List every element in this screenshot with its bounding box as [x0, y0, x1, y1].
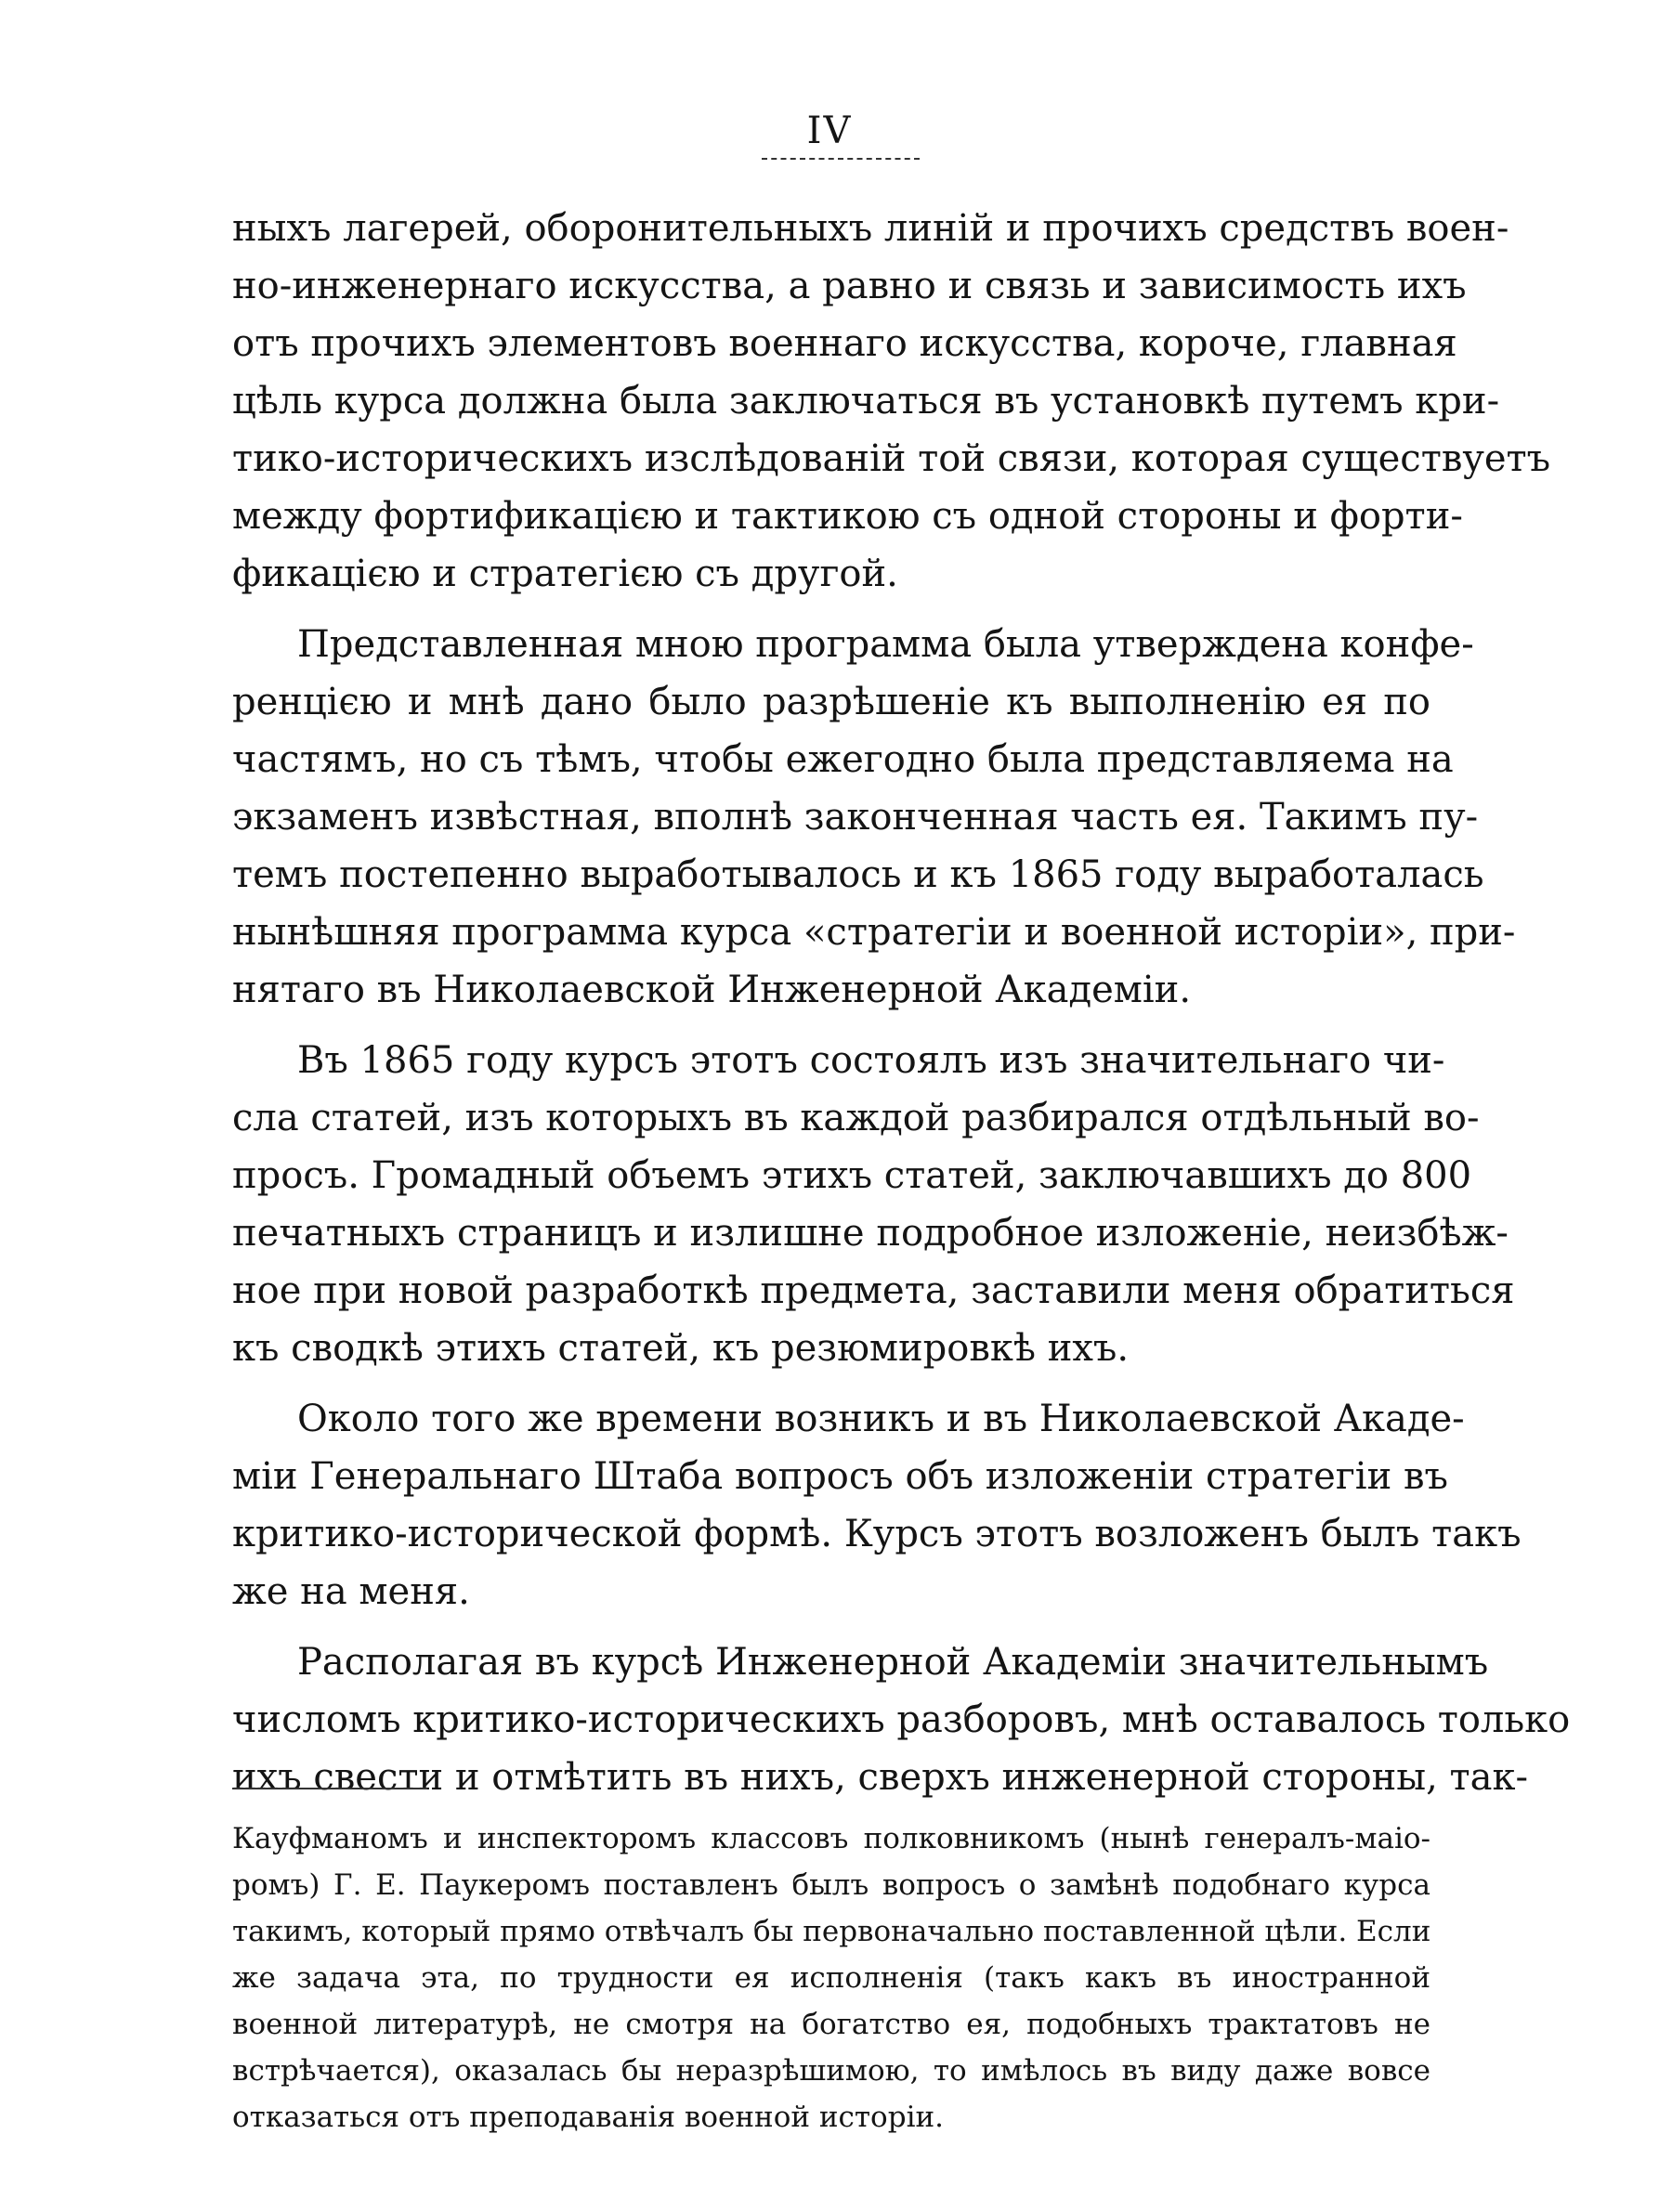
text-line: цѣль курса должна была заключаться въ установкѣ путемъ кри-	[232, 380, 1500, 423]
text-line: ренцією и мнѣ дано было разрѣшеніе къ выполненію ея по	[232, 681, 1430, 723]
text-line: міи Генеральнаго Штаба вопросъ объ изложеніи стратегіи въ	[232, 1455, 1448, 1498]
text-line: Располагая въ курсѣ Инженерной Академіи значительнымъ	[297, 1641, 1489, 1684]
text-line: темъ постепенно выработывалось и къ 1865 году выработалась	[232, 853, 1484, 896]
text-line: ное при новой разработкѣ предмета, заставили меня обратиться	[232, 1269, 1515, 1312]
footnote-line: встрѣчается), оказалась бы неразрѣшимою, то имѣлось въ виду даже вовсе	[232, 2054, 1430, 2088]
paragraph-5	[232, 1633, 1571, 1806]
main-text	[232, 200, 1571, 1806]
text-line: критико-исторической формѣ. Курсъ этотъ возложенъ былъ такъ	[232, 1513, 1522, 1555]
text-line: нятаго въ Николаевской Инженерной Академіи.	[232, 969, 1192, 1011]
paragraph-1	[232, 200, 1551, 603]
text-line: печатныхъ страницъ и излишне подробное изложеніе, неизбѣж-	[232, 1212, 1509, 1255]
footnote-line: Кауфманомъ и инспекторомъ классовъ полковникомъ (нынѣ генералъ-маіо-	[232, 1822, 1430, 1855]
paragraph-2	[232, 616, 1516, 1019]
text-line: ныхъ лагерей, оборонительныхъ линій и прочихъ средствъ воен-	[232, 207, 1509, 250]
text-line: Въ 1865 году курсъ этотъ состоялъ изъ значительнаго чи-	[297, 1039, 1445, 1082]
footnote-line: военной литературѣ, не смотря на богатство ея, подобныхъ трактатовъ не	[232, 2008, 1430, 2041]
text-line: но-инженернаго искусства, а равно и связь и зависимость ихъ	[232, 265, 1467, 307]
footnote-line: ромъ) Г. Е. Паукеромъ поставленъ былъ вопросъ о замѣнѣ подобнаго курса	[232, 1868, 1430, 1902]
footnote-rule	[232, 1788, 427, 1789]
text-line: Представленная мною программа была утверждена конфе-	[297, 623, 1474, 666]
text-line: ихъ свести и отмѣтить въ нихъ, сверхъ инженерной стороны, так-	[232, 1756, 1529, 1799]
text-line: числомъ критико-историческихъ разборовъ, мнѣ оставалось только	[232, 1698, 1571, 1741]
text-line: отъ прочихъ элементовъ военнаго искусства, короче, главная	[232, 322, 1457, 365]
text-line: экзаменъ извѣстная, вполнѣ законченная часть ея. Такимъ пу-	[232, 796, 1479, 839]
footnote-line: отказаться отъ преподаванія военной исторіи.	[232, 2101, 944, 2134]
text-line: къ сводкѣ этихъ статей, къ резюмировкѣ ихъ.	[232, 1327, 1130, 1370]
page-number: IV	[806, 110, 853, 152]
paragraph-4	[232, 1390, 1522, 1620]
text-line: Около того же времени возникъ и въ Николаевской Акаде-	[297, 1398, 1465, 1440]
footnote-line: такимъ, который прямо отвѣчалъ бы первоначально поставленной цѣли. Если	[232, 1915, 1431, 1948]
text-line: нынѣшняя программа курса «стратегіи и военной исторіи», при-	[232, 911, 1516, 954]
text-line: сла статей, изъ которыхъ въ каждой разбирался отдѣльный во-	[232, 1097, 1480, 1139]
footnote-line: же задача эта, по трудности ея исполненія (такъ какъ въ иностранной	[232, 1961, 1430, 1995]
text-line: частямъ, но съ тѣмъ, чтобы ежегодно была представляема на	[232, 738, 1454, 781]
text-line: же на меня.	[232, 1570, 470, 1613]
text-line: между фортификацією и тактикою съ одной стороны и форти-	[232, 495, 1463, 538]
footnote	[232, 1815, 1430, 2140]
text-line: фикацією и стратегією съ другой.	[232, 553, 898, 595]
header-rule	[762, 158, 920, 160]
text-line: тико-историческихъ изслѣдованій той связи, которая существуетъ	[232, 437, 1551, 480]
text-line: просъ. Громадный объемъ этихъ статей, заключавшихъ до 800	[232, 1154, 1472, 1197]
paragraph-3	[232, 1032, 1515, 1377]
